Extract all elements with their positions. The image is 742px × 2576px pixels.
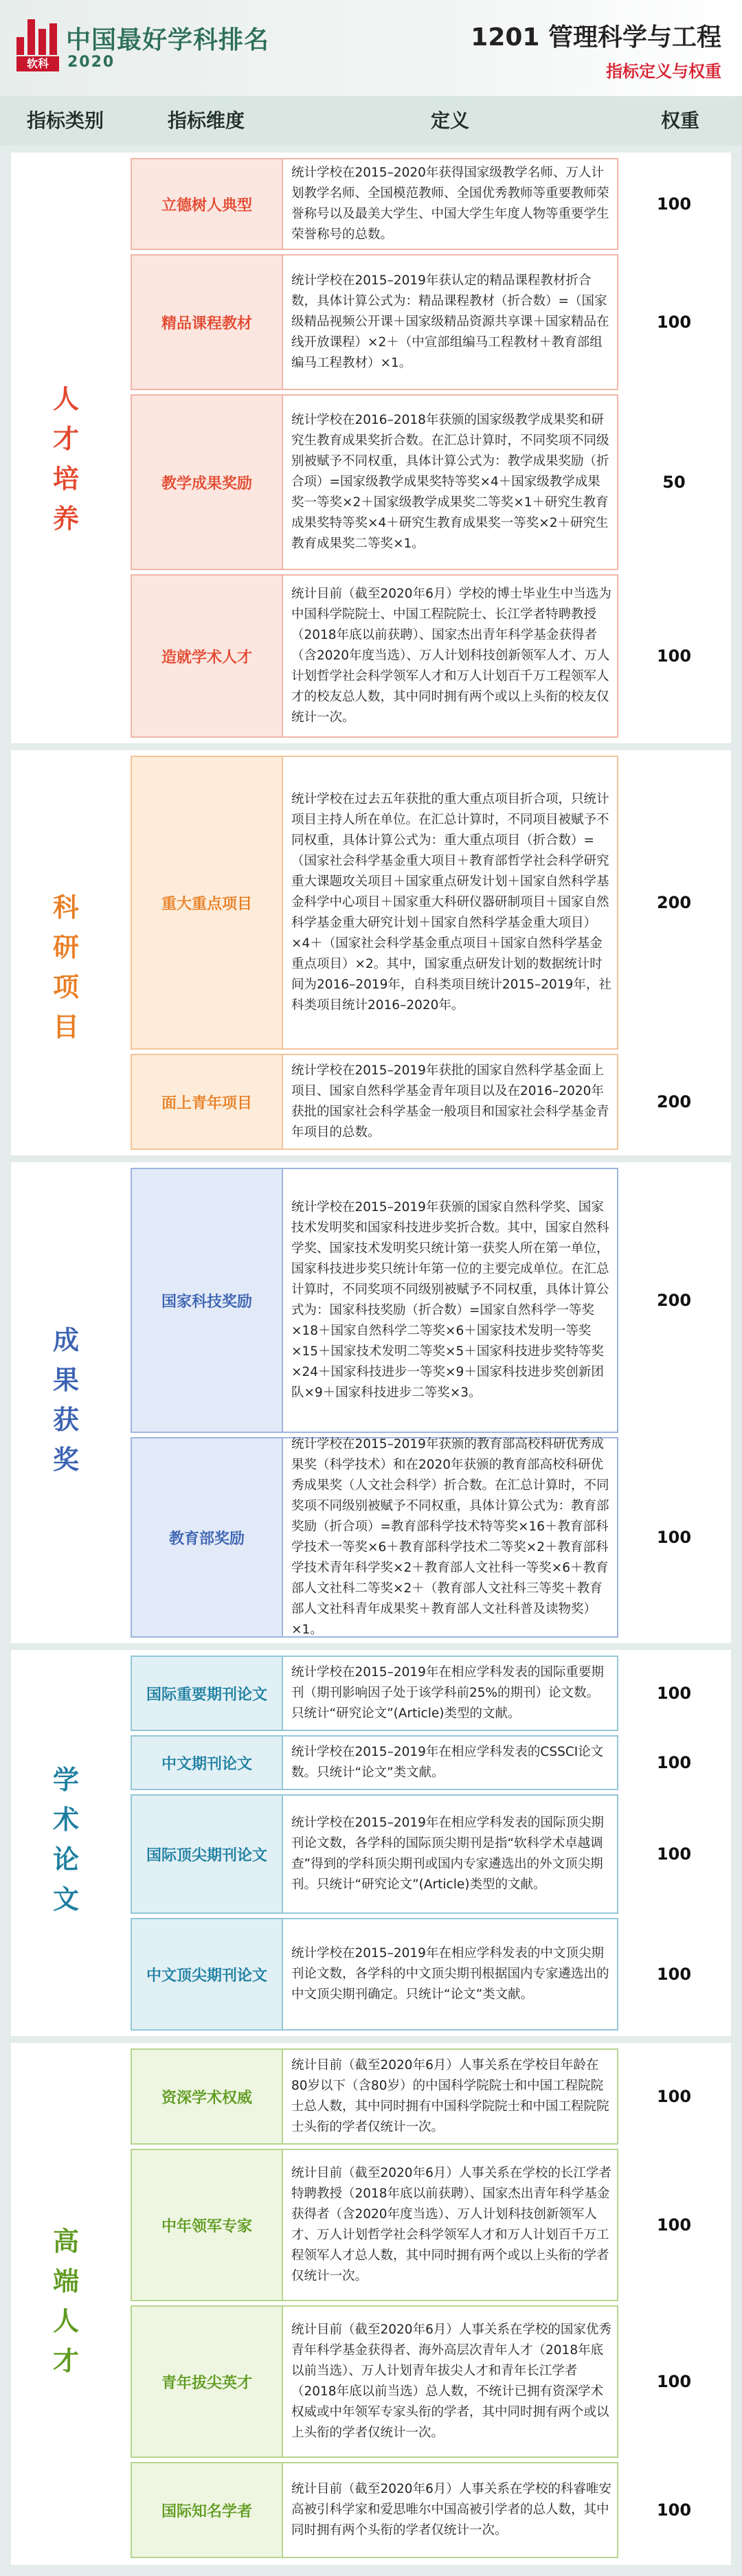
- weight-value: 100: [656, 2372, 692, 2391]
- page-header: [0, 0, 742, 96]
- category-label-research: [11, 888, 121, 1047]
- indicator-row: [131, 1437, 618, 1638]
- category-text: 高端人才: [52, 2226, 79, 2376]
- dimension-label: 国家科技奖励: [132, 1169, 283, 1432]
- shanghairanking-logo: [16, 19, 59, 71]
- subject-title: 1201 管理科学与工程: [471, 23, 721, 52]
- brand-name: 中国最好学科排名: [66, 26, 270, 54]
- column-dimension: 指标维度: [167, 109, 245, 132]
- category-text: 学术论文: [52, 1765, 79, 1914]
- category-text: 人才培养: [52, 384, 79, 534]
- dimension-label: 国际知名学者: [132, 2463, 283, 2557]
- dimension-label: 资深学术权威: [132, 2050, 283, 2143]
- category-text: 科研项目: [52, 892, 79, 1042]
- indicator-row: [131, 1735, 618, 1790]
- section-awards: [11, 1162, 731, 1643]
- indicator-row: [131, 1794, 618, 1914]
- indicator-row: [131, 2048, 618, 2145]
- section-elite: [11, 2043, 731, 2565]
- definition-text: 统计学校在2015–2020年获得国家级教学名师、万人计划教学名师、全国模范教师、全国优秀教师等重要教师荣誉称号以及最美大学生、中国大学生年度人物等重要学生荣誉称号的总数。: [291, 166, 609, 242]
- weight-value: 100: [656, 646, 692, 666]
- definition-text: 统计学校在2015–2019年在相应学科发表的国际重要期刊（期刊影响因子处于该学科前25%的期刊）论文数。只统计“研究论文”(Article)类型的文献。: [291, 1665, 604, 1721]
- definition-text: 统计学校在2015–2019年在相应学科发表的国际顶尖期刊论文数，各学科的国际顶尖期刊是指“软科学术卓越调查”得到的学科顶尖期刊或国内专家遴选出的外文顶尖期刊。只统计“研究论文”(Article)类型的文献。: [291, 1816, 604, 1892]
- weight-value: 100: [656, 2087, 692, 2106]
- definition-text: 统计目前（截至2020年6月）人事关系在学校的国家优秀青年科学基金获得者、海外高层次青年人才（2018年底以前当选）、万人计划青年拔尖人才和青年长江学者（2018年底以前当选）总人数，不统计已拥有资深学术权威或中年领军专家头衔的学者，其中同时拥有两个或以上头衔的学者仅统计一次。: [291, 2323, 611, 2440]
- brand-year: 2020: [67, 54, 115, 71]
- weight-value: 100: [656, 2215, 692, 2235]
- dimension-label: 国际重要期刊论文: [132, 1657, 283, 1730]
- definition-text: 统计目前（截至2020年6月）人事关系在学校目年龄在80岁以下（含80岁）的中国科学院院士和中国工程院院士总人数，其中同时拥有中国科学院院士和中国工程院院士头衔的学者仅统计一次。: [291, 2058, 609, 2134]
- weight-value: 200: [656, 1092, 692, 1111]
- definition-text: 统计目前（截至2020年6月）人事关系在学校的科睿唯安高被引科学家和爱思唯尔中国高被引学者的总人数，其中同时拥有两个头衔的学者仅统计一次。: [291, 2482, 611, 2538]
- indicator-row: [131, 1656, 618, 1731]
- indicator-row: [131, 1918, 618, 2031]
- section-research: [11, 750, 731, 1155]
- indicator-row: [131, 1054, 618, 1150]
- weight-value: 100: [656, 1528, 692, 1547]
- category-text: 成果获奖: [52, 1325, 79, 1475]
- definition-text: 统计学校在2015–2019年在相应学科发表的CSSCI论文数。只统计“论文”类文献。: [291, 1745, 604, 1780]
- category-label-papers: [11, 1760, 121, 1919]
- dimension-label: 教学成果奖励: [132, 396, 283, 569]
- indicator-row: [131, 574, 618, 738]
- dimension-label: 造就学术人才: [132, 576, 283, 736]
- category-label-elite: [11, 2222, 121, 2381]
- weight-value: 100: [656, 1965, 692, 1984]
- weight-value: 50: [662, 473, 686, 492]
- indicator-row: [131, 254, 618, 390]
- indicator-row: [131, 2462, 618, 2558]
- column-header: [0, 96, 742, 146]
- definition-text: 统计学校在2015–2019年获颁的国家自然科学奖、国家技术发明奖和国家科技进步奖折合数。其中，国家自然科学奖、国家技术发明奖只统计第一获奖人所在第一单位，国家科技进步奖只统计年第一位的主要完成单位。在汇总计算时，不同奖项不同级别被赋予不同权重，具体计算公式为：国家科技奖励（折合数）=国家自然科学一等奖×18＋国家自然科学二等奖×6＋国家技术发明一等奖×15＋国家技术发明二等奖×5＋国家科技进步奖特等奖×24＋国家科技进步一等奖×9＋国家科技进步奖创新团队×9＋国家科技进步二等奖×3。: [291, 1200, 609, 1400]
- dimension-label: 重大重点项目: [132, 757, 283, 1048]
- subject-subtitle: 指标定义与权重: [606, 62, 721, 81]
- category-label-talent: [11, 379, 121, 539]
- column-weight: 权重: [660, 109, 699, 132]
- weight-value: 100: [656, 2500, 692, 2520]
- definition-text: 统计学校在2015–2019年在相应学科发表的中文顶尖期刊论文数，各学科的中文顶尖期刊根据国内专家遴选出的中文顶尖期刊确定。只统计“论文”类文献。: [291, 1946, 609, 2002]
- indicator-row: [131, 2305, 618, 2458]
- dimension-label: 青年拔尖英才: [132, 2307, 283, 2456]
- dimension-label: 中文期刊论文: [132, 1737, 283, 1789]
- weight-value: 100: [656, 1844, 692, 1864]
- dimension-label: 中年领军专家: [132, 2150, 283, 2300]
- weight-value: 200: [656, 893, 692, 912]
- dimension-label: 国际顶尖期刊论文: [132, 1796, 283, 1912]
- indicator-row: [131, 394, 618, 570]
- section-talent: [11, 152, 731, 743]
- indicator-row: [131, 158, 618, 250]
- dimension-label: 教育部奖励: [132, 1438, 283, 1636]
- category-label-awards: [11, 1320, 121, 1480]
- dimension-label: 中文顶尖期刊论文: [132, 1919, 283, 2029]
- section-papers: [11, 1650, 731, 2036]
- definition-text: 统计学校在过去五年获批的重大重点项目折合项，只统计项目主持人所在单位。在汇总计算时，不同项目被赋予不同权重，具体计算公式为：重大重点项目（折合数）=（国家社会科学基金重大项目＋教育部哲学社会科学研究重大课题攻关项目＋国家重点研发计划＋国家自然科学基金科学中心项目＋国家重大科研仪器研制项目＋国家自然科学基金重大研究计划＋国家自然科学基金重大项目）×4＋（国家社会科学基金重点项目＋国家自然科学基金重点项目）×2。其中，国家重点研发计划的数据统计时间为2016–2019年，自科类项目统计2015–2019年，社科类项目统计2016–2020年。: [291, 792, 611, 1013]
- dimension-label: 精品课程教材: [132, 256, 283, 389]
- indicator-row: [131, 1168, 618, 1433]
- weight-value: 100: [656, 313, 692, 332]
- weight-value: 100: [656, 194, 692, 214]
- weight-value: 200: [656, 1291, 692, 1310]
- column-definition: 定义: [430, 109, 469, 132]
- definition-text: 统计目前（截至2020年6月）人事关系在学校的长江学者特聘教授（2018年底以前获聘）、国家杰出青年科学基金获得者（含2020年度当选）、万人计划科技创新领军人才、万人计划哲学社会科学领军人才和万人计划百千万工程领军人才总人数，其中同时拥有两个或以上头衔的学者仅统计一次。: [291, 2166, 611, 2283]
- indicator-row: [131, 756, 618, 1050]
- logo-text: 软科: [16, 56, 59, 71]
- definition-text: 统计学校在2015–2019年获颁的教育部高校科研优秀成果奖（科学技术）和在2020年获颁的教育部高校科研优秀成果奖（人文社会科学）折合数。在汇总计算时，不同奖项不同级别被赋予不同权重，具体计算公式为：教育部奖励（折合项）=教育部科学技术特等奖×16＋教育部科学技术一等奖×6＋教育部科学技术二等奖×2＋教育部科学技术青年科学奖×2＋教育部人文社科一等奖×6＋教育部人文社科二等奖×2＋（教育部人文社科三等奖＋教育部人文社科青年成果奖＋教育部人文社科普及读物奖）×1。: [291, 1437, 609, 1637]
- definition-text: 统计学校在2015–2019年获认定的精品课程教材折合数，具体计算公式为：精品课程教材（折合数）=（国家级精品视频公开课＋国家级精品资源共享课＋国家精品在线开放课程）×2＋（中宣部组编马工程教材＋教育部组编马工程教材）×1。: [291, 273, 609, 370]
- definition-text: 统计学校在2016–2018年获颁的国家级教学成果奖和研究生教育成果奖折合数。在汇总计算时，不同奖项不同级别被赋予不同权重，具体计算公式为：教学成果奖励（折合项）=国家级教学成果奖特等奖×4＋国家级教学成果奖一等奖×2＋国家级教学成果奖二等奖×1＋研究生教育成果奖特等奖×4＋研究生教育成果奖一等奖×2＋研究生教育成果奖二等奖×1。: [291, 413, 609, 551]
- weight-value: 100: [656, 1753, 692, 1772]
- dimension-label: 面上青年项目: [132, 1055, 283, 1149]
- definition-text: 统计学校在2015–2019年获批的国家自然科学基金面上项目、国家自然科学基金青年项目以及在2016–2020年获批的国家社会科学基金一般项目和国家社会科学基金青年项目的总数。: [291, 1063, 609, 1140]
- weight-value: 100: [656, 1684, 692, 1703]
- definition-text: 统计目前（截至2020年6月）学校的博士毕业生中当选为中国科学院院士、中国工程院院士、长江学者特聘教授（2018年底以前获聘）、国家杰出青年科学基金获得者（含2020年度当选）、万人计划科技创新领军人才、万人计划哲学社会科学领军人才和万人计划百千万工程领军人才的校友总人数，其中同时拥有两个或以上头衔的校友仅统计一次。: [291, 587, 611, 725]
- column-category: 指标类别: [26, 109, 104, 132]
- dimension-label: 立德树人典型: [132, 159, 283, 249]
- indicator-row: [131, 2149, 618, 2301]
- logo-bars-icon: [16, 19, 59, 55]
